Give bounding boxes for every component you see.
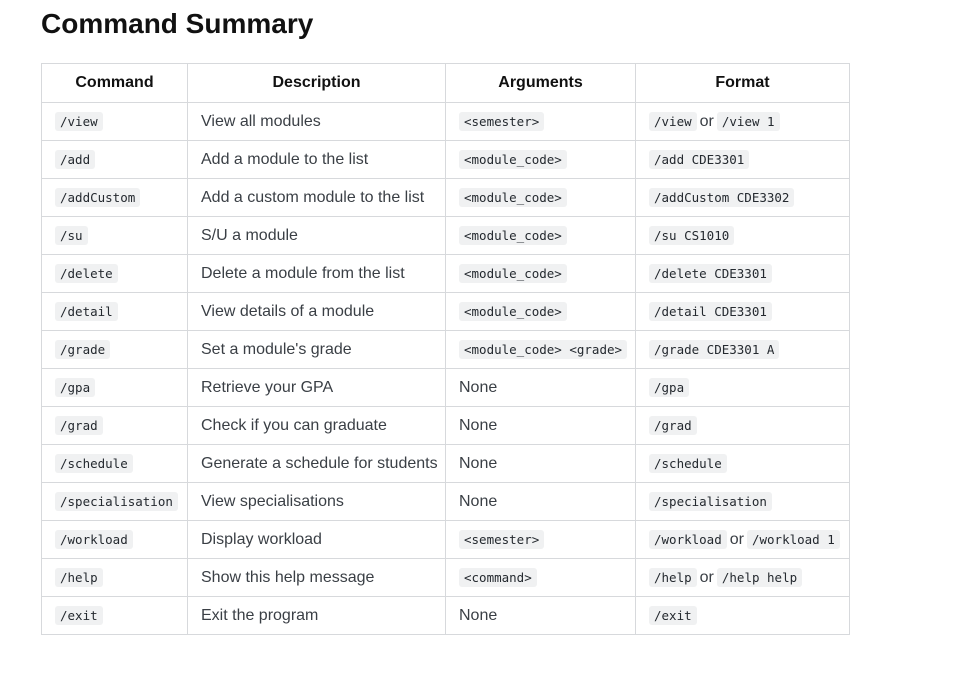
description-cell: Add a custom module to the list (188, 179, 446, 217)
command-cell (42, 141, 188, 179)
header-command: Command (42, 64, 188, 103)
arguments-text: None (459, 378, 498, 396)
format-code: /delete CDE3301 (649, 264, 772, 283)
command-cell (42, 103, 188, 141)
command-table (41, 63, 850, 635)
command-cell (42, 483, 188, 521)
format-code: /exit (649, 606, 697, 625)
arguments-code: <module_code> (459, 188, 567, 207)
format-cell (636, 255, 850, 293)
format-cell (636, 445, 850, 483)
description-cell: Retrieve your GPA (188, 369, 446, 407)
arguments-cell (446, 255, 636, 293)
command-cell (42, 255, 188, 293)
format-code: /grad (649, 416, 697, 435)
format-separator: or (699, 568, 714, 586)
table-row (42, 103, 850, 141)
command-code: /grade (55, 340, 110, 359)
arguments-text: None (459, 416, 498, 434)
description-cell: View details of a module (188, 293, 446, 331)
table-header-row (42, 64, 850, 103)
arguments-cell (446, 369, 636, 407)
format-cell (636, 559, 850, 597)
command-cell (42, 445, 188, 483)
arguments-code: <module_code> <grade> (459, 340, 627, 359)
arguments-cell (446, 521, 636, 559)
format-cell (636, 483, 850, 521)
format-cell (636, 179, 850, 217)
command-cell (42, 521, 188, 559)
arguments-code: <module_code> (459, 150, 567, 169)
description-cell: Exit the program (188, 597, 446, 635)
format-cell (636, 369, 850, 407)
table-row (42, 179, 850, 217)
format-code: /view (649, 112, 697, 131)
arguments-cell (446, 179, 636, 217)
table-row (42, 407, 850, 445)
command-code: /detail (55, 302, 118, 321)
arguments-code: <semester> (459, 112, 544, 131)
arguments-cell (446, 217, 636, 255)
command-code: /exit (55, 606, 103, 625)
arguments-cell (446, 559, 636, 597)
format-separator: or (729, 530, 744, 548)
arguments-code: <command> (459, 568, 537, 587)
command-cell (42, 407, 188, 445)
arguments-cell (446, 407, 636, 445)
command-code: /help (55, 568, 103, 587)
arguments-cell (446, 445, 636, 483)
format-code: /detail CDE3301 (649, 302, 772, 321)
command-code: /su (55, 226, 88, 245)
table-body (42, 103, 850, 635)
command-cell (42, 179, 188, 217)
arguments-cell (446, 141, 636, 179)
arguments-cell (446, 597, 636, 635)
format-code: /addCustom CDE3302 (649, 188, 794, 207)
format-code: /specialisation (649, 492, 772, 511)
description-cell: Show this help message (188, 559, 446, 597)
format-code: /schedule (649, 454, 727, 473)
format-cell (636, 141, 850, 179)
description-cell: Display workload (188, 521, 446, 559)
table-row (42, 597, 850, 635)
description-cell: Check if you can graduate (188, 407, 446, 445)
format-code: /workload (649, 530, 727, 549)
arguments-cell (446, 331, 636, 369)
format-cell (636, 293, 850, 331)
table-row (42, 445, 850, 483)
arguments-code: <module_code> (459, 226, 567, 245)
format-code: /su CS1010 (649, 226, 734, 245)
format-separator: or (699, 112, 714, 130)
description-cell: Generate a schedule for students (188, 445, 446, 483)
arguments-text: None (459, 492, 498, 510)
arguments-text: None (459, 606, 498, 624)
command-code: /delete (55, 264, 118, 283)
command-cell (42, 293, 188, 331)
format-code-alt: /workload 1 (747, 530, 840, 549)
description-cell: S/U a module (188, 217, 446, 255)
format-code: /add CDE3301 (649, 150, 749, 169)
table-row (42, 217, 850, 255)
command-code: /schedule (55, 454, 133, 473)
header-description: Description (188, 64, 446, 103)
command-code: /view (55, 112, 103, 131)
description-cell: View specialisations (188, 483, 446, 521)
command-cell (42, 331, 188, 369)
table-row (42, 483, 850, 521)
table-row (42, 293, 850, 331)
table-row (42, 369, 850, 407)
command-code: /add (55, 150, 95, 169)
command-code: /addCustom (55, 188, 140, 207)
format-code-alt: /help help (717, 568, 802, 587)
command-cell (42, 369, 188, 407)
table-row (42, 559, 850, 597)
arguments-code: <module_code> (459, 302, 567, 321)
command-code: /workload (55, 530, 133, 549)
arguments-code: <semester> (459, 530, 544, 549)
header-arguments: Arguments (446, 64, 636, 103)
description-cell: Add a module to the list (188, 141, 446, 179)
format-cell (636, 597, 850, 635)
command-cell (42, 597, 188, 635)
command-code: /grad (55, 416, 103, 435)
command-code: /gpa (55, 378, 95, 397)
format-cell (636, 331, 850, 369)
command-cell (42, 559, 188, 597)
arguments-text: None (459, 454, 498, 472)
header-format: Format (636, 64, 850, 103)
arguments-code: <module_code> (459, 264, 567, 283)
format-cell (636, 103, 850, 141)
format-code: /grade CDE3301 A (649, 340, 779, 359)
format-code: /help (649, 568, 697, 587)
arguments-cell (446, 483, 636, 521)
arguments-cell (446, 103, 636, 141)
command-code: /specialisation (55, 492, 178, 511)
table-row (42, 255, 850, 293)
table-row (42, 521, 850, 559)
command-cell (42, 217, 188, 255)
format-code: /gpa (649, 378, 689, 397)
arguments-cell (446, 293, 636, 331)
format-cell (636, 521, 850, 559)
page-title: Command Summary (41, 8, 314, 39)
description-cell: Delete a module from the list (188, 255, 446, 293)
table-row (42, 331, 850, 369)
format-cell (636, 407, 850, 445)
format-cell (636, 217, 850, 255)
description-cell: View all modules (188, 103, 446, 141)
table-row (42, 141, 850, 179)
description-cell: Set a module's grade (188, 331, 446, 369)
format-code-alt: /view 1 (717, 112, 780, 131)
